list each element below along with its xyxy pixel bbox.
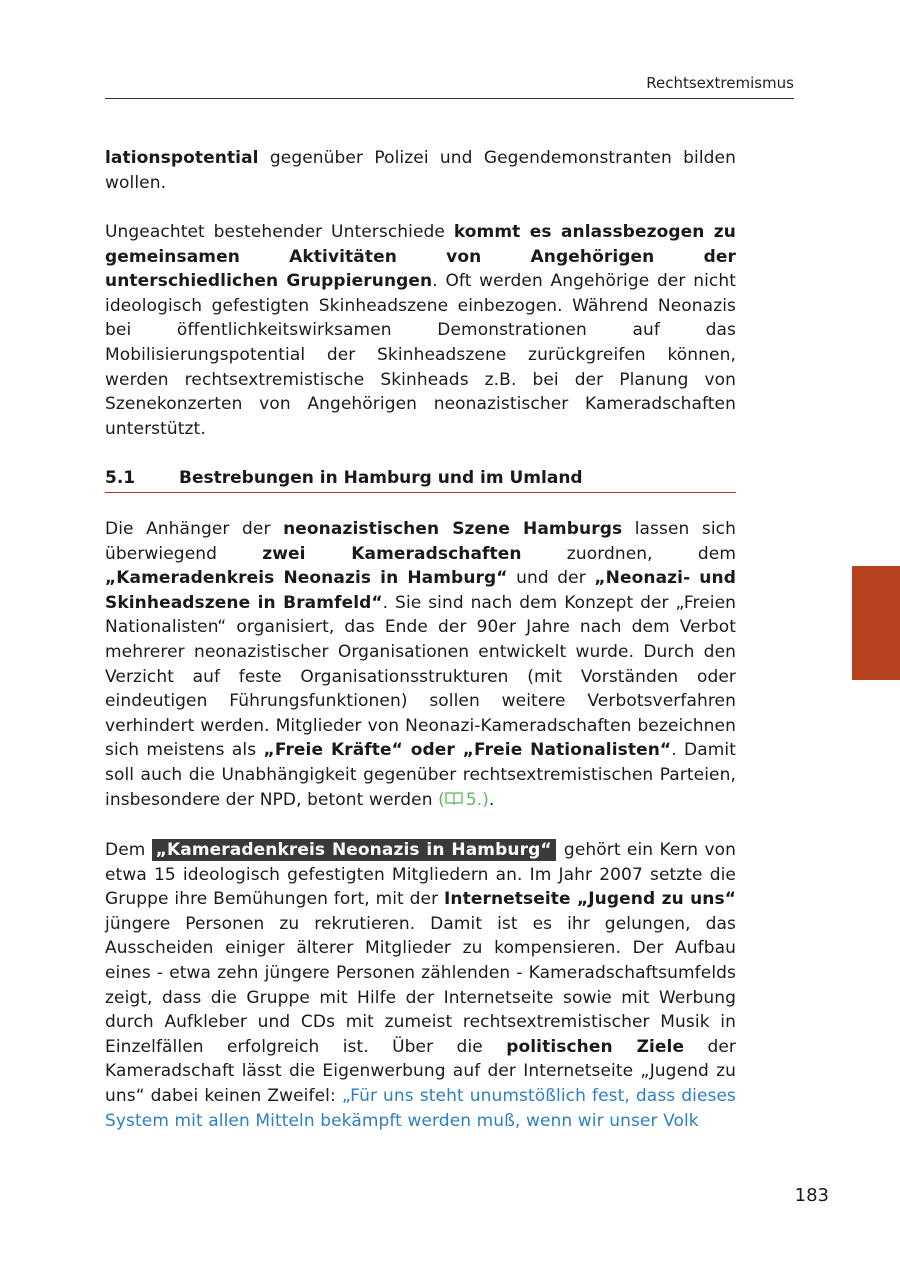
paragraph-text: zuordnen, dem	[521, 543, 736, 564]
chapter-side-tab	[852, 566, 900, 680]
paragraph-text: jüngere Personen zu rekrutieren. Damit ist es ihr gelungen, das Ausscheiden einiger älterer Mitglieder zu kompensieren. Der Aufbau eines - etwa zehn jüngere Personen zählenden - Kameradschaftsumfelds zeigt, dass die Gruppe mit Hilfe der Internetseite sowie mit Werbung durch Aufkleber und CDs mit zumeist rechtsextremistischer Musik in Einzelfällen erfolgreich ist. Über die	[105, 913, 736, 1057]
paragraph-text: Dem	[105, 840, 152, 860]
paragraph-continuation	[105, 146, 736, 195]
paragraph-cooperation	[105, 220, 736, 441]
paragraph-text: Die Anhänger der	[105, 519, 284, 539]
bold-phrase: Internetseite „Jugend zu uns“	[443, 889, 736, 910]
paragraph-text: gehört ein Kern von etwa 15 ideologisch gefestigten Mitgliedern an. Im Jahr 2007 setzte die Gruppe ihre Bemühungen fort, mit der	[105, 840, 736, 910]
quotation: „Für uns steht unumstößlich fest, dass dieses System mit allen Mitteln bekämpft werden muß, wenn wir unser Volk	[105, 1085, 736, 1131]
section-title: Bestrebungen in Hamburg und im Umland	[179, 468, 583, 488]
bold-phrase: zwei Kameradschaften	[262, 543, 522, 564]
paragraph-hamburg-scene	[105, 517, 736, 812]
paragraph-text: gegenüber Polizei und Gegendemonstranten bilden wollen.	[105, 148, 736, 193]
paragraph-text: der Kameradschaft lässt die Eigenwerbung auf der Internetseite „Jugend zu uns“ dabei keinen Zweifel:	[105, 1036, 737, 1106]
paragraph-text: . Oft werden Angehörige der nicht ideologisch gefestigten Skinheadszene einbezogen. Während Neonazis bei öffentlichkeitswirksamen Demonstrationen auf das Mobilisierungspotential der Skinheadszene zurückgreifen können, werden rechtsextremistische Skinheads z.B. bei der Planung von Szenekonzerten von Angehörigen neonazistischer Kameradschaften unterstützt.	[105, 271, 736, 439]
paragraph-text: Ungeachtet bestehender Unterschiede	[105, 222, 454, 242]
paragraph-text: .	[489, 789, 495, 810]
paragraph-text: . Sie sind nach dem Konzept der „Freien Nationalisten“ organisiert, das Ende der 90er Jahre nach dem Verbot mehrerer neonazistischer Organisationen entwickelt wurde. Durch den Verzicht auf feste Organisationsstrukturen (mit Vorständen oder eindeutigen Führungsfunktionen) sollen weitere Verbotsverfahren verhindert werden. Mitglieder von Neonazi-Kameradschaften bezeichnen sich meistens als	[105, 592, 736, 761]
section-number: 5.1	[105, 468, 136, 488]
page-number: 183	[794, 1185, 829, 1206]
cross-reference-link[interactable]	[438, 790, 489, 810]
reference-text: 5.)	[465, 789, 490, 810]
bold-phrase: „Kameradenkreis Neonazis in Hamburg“	[105, 568, 508, 589]
bold-term: lationspotential	[105, 148, 259, 168]
bold-phrase: „Neonazi- und Skinheadszene in Bramfeld“	[105, 568, 736, 613]
running-header-title: Rechtsextremismus	[646, 74, 794, 92]
paragraph-text: und der	[507, 568, 595, 589]
section-heading	[105, 468, 736, 493]
paragraph-text: . Damit soll auch die Unabhängigkeit gegenüber rechtsextremistischen Parteien, insbesondere der NPD, betont werden	[105, 740, 736, 810]
bold-phrase: politischen Ziele	[506, 1036, 685, 1057]
bold-phrase: kommt es anlassbezogen zu gemeinsamen Aktivitäten von Angehörigen der unterschiedlichen Gruppierungen	[105, 222, 736, 292]
bold-phrase: neonazistischen Szene Hamburgs	[283, 519, 623, 539]
header-divider	[105, 98, 794, 99]
paragraph-text: lassen sich überwiegend	[105, 519, 736, 564]
reference-open-paren: (	[438, 789, 445, 810]
highlighted-group-name: „Kameradenkreis Neonazis in Hamburg“	[152, 839, 556, 861]
book-icon	[445, 791, 463, 805]
paragraph-kameradenkreis	[105, 838, 736, 1133]
bold-phrase: „Freie Kräfte“ oder „Freie Nationalisten“	[263, 740, 672, 761]
